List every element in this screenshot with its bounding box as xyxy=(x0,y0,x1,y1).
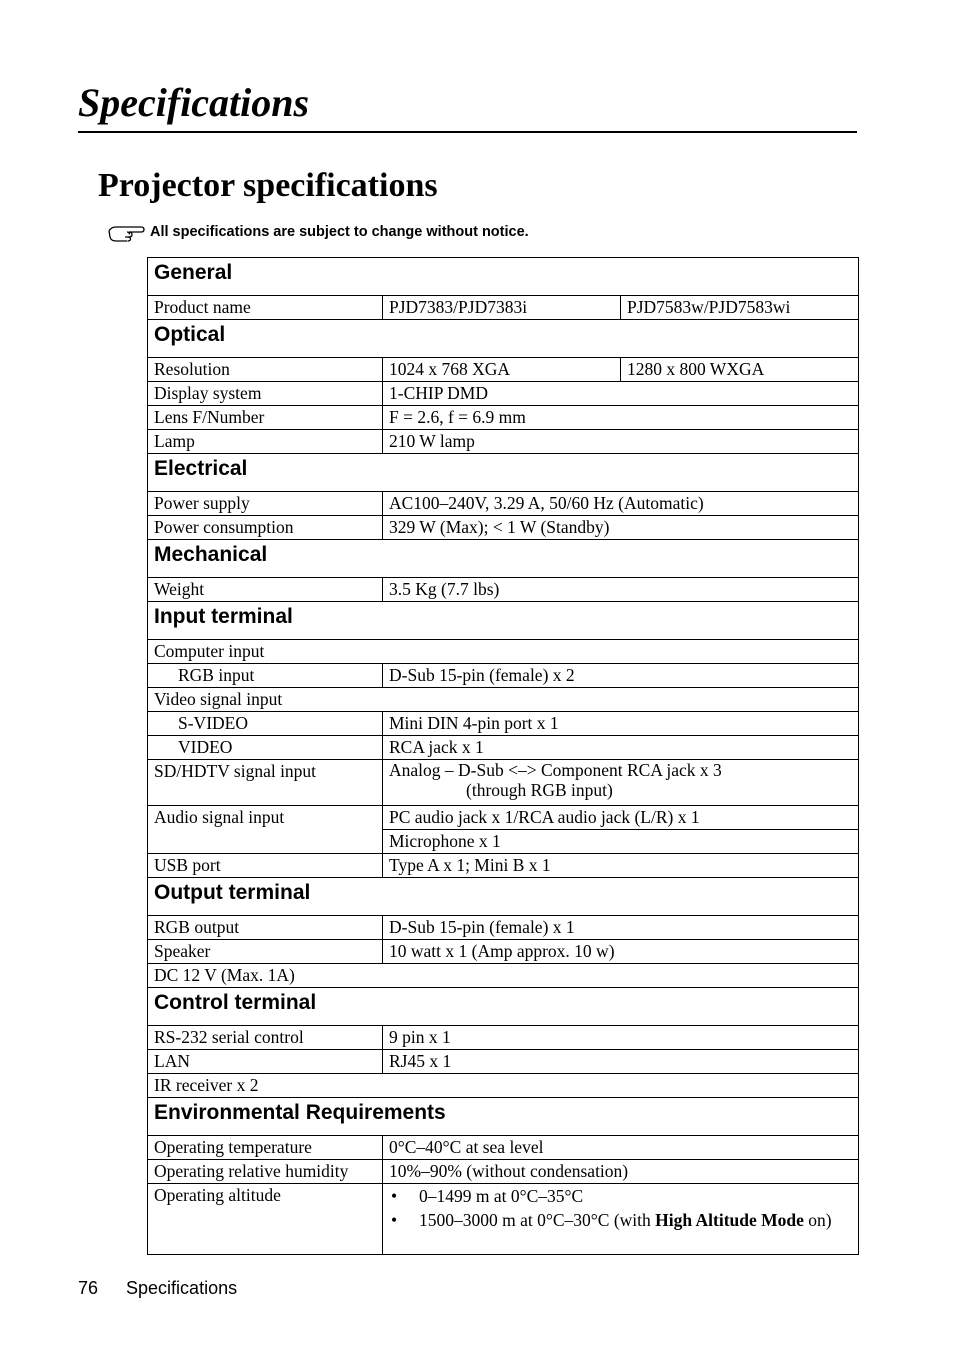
list-item xyxy=(389,1184,852,1208)
spec-value: 1024 x 768 XGA xyxy=(383,358,621,382)
spec-value: 10%–90% (without condensation) xyxy=(383,1160,859,1184)
altitude-list xyxy=(389,1184,852,1232)
spec-label: Operating altitude xyxy=(148,1184,383,1255)
section-header-electrical xyxy=(148,454,859,492)
spec-value: PC audio jack x 1/RCA audio jack (L/R) x 1 xyxy=(383,806,859,830)
spec-label: S-VIDEO xyxy=(148,712,383,736)
spec-label: RGB output xyxy=(148,916,383,940)
chapter-title: Specifications xyxy=(78,80,310,125)
section-header-text: Input terminal xyxy=(148,602,859,640)
spec-value xyxy=(383,760,859,806)
spec-value: 10 watt x 1 (Amp approx. 10 w) xyxy=(383,940,859,964)
table-row xyxy=(148,712,859,736)
list-item xyxy=(389,1208,852,1232)
note-text: All specifications are subject to change without notice. xyxy=(150,224,529,240)
spec-value: Microphone x 1 xyxy=(383,830,859,854)
spec-value: 210 W lamp xyxy=(383,430,859,454)
table-row xyxy=(148,1050,859,1074)
spec-label: Display system xyxy=(148,382,383,406)
spec-label: SD/HDTV signal input xyxy=(148,760,383,806)
spec-group-label: IR receiver x 2 xyxy=(148,1074,859,1098)
section-header-text: Electrical xyxy=(148,454,859,492)
table-row xyxy=(148,1074,859,1098)
spec-label: Lens F/Number xyxy=(148,406,383,430)
spec-value: 1280 x 800 WXGA xyxy=(621,358,859,382)
spec-value: D-Sub 15-pin (female) x 2 xyxy=(383,664,859,688)
spec-value xyxy=(383,1184,859,1255)
list-item-text: 1500–3000 m at 0°C–30°C (with xyxy=(419,1210,656,1230)
spec-label: Operating relative humidity xyxy=(148,1160,383,1184)
table-row xyxy=(148,492,859,516)
table-row xyxy=(148,640,859,664)
note xyxy=(107,220,529,244)
table-row xyxy=(148,358,859,382)
spec-value: 1-CHIP DMD xyxy=(383,382,859,406)
spec-group-label: Computer input xyxy=(148,640,859,664)
spec-label: RGB input xyxy=(148,664,383,688)
section-header-text: General xyxy=(148,258,859,296)
bullet: • xyxy=(391,1186,398,1206)
table-row xyxy=(148,964,859,988)
spec-value: 0°C–40°C at sea level xyxy=(383,1136,859,1160)
section-header-control-terminal xyxy=(148,988,859,1026)
section-header-input-terminal xyxy=(148,602,859,640)
spec-value: D-Sub 15-pin (female) x 1 xyxy=(383,916,859,940)
spec-value: F = 2.6, f = 6.9 mm xyxy=(383,406,859,430)
specifications-table xyxy=(147,257,859,1255)
table-row xyxy=(148,430,859,454)
spec-value: PJD7383/PJD7383i xyxy=(383,296,621,320)
spec-value: Type A x 1; Mini B x 1 xyxy=(383,854,859,878)
spec-label: Weight xyxy=(148,578,383,602)
spec-value-line: Analog – D-Sub <–> Component RCA jack x 3 xyxy=(389,760,722,780)
table-row xyxy=(148,1026,859,1050)
chapter-divider xyxy=(78,131,857,133)
table-row xyxy=(148,382,859,406)
spec-value: Mini DIN 4-pin port x 1 xyxy=(383,712,859,736)
page-footer xyxy=(78,1277,237,1299)
section-header-output-terminal xyxy=(148,878,859,916)
spec-label: Lamp xyxy=(148,430,383,454)
table-row xyxy=(148,664,859,688)
spec-label: LAN xyxy=(148,1050,383,1074)
section-header-text: Mechanical xyxy=(148,540,859,578)
spec-group-label: DC 12 V (Max. 1A) xyxy=(148,964,859,988)
section-header-optical xyxy=(148,320,859,358)
table-row xyxy=(148,296,859,320)
spec-label: Power consumption xyxy=(148,516,383,540)
spec-value: RCA jack x 1 xyxy=(383,736,859,760)
section-title: Projector specifications xyxy=(98,167,438,204)
footer-section-name: Specifications xyxy=(126,1278,238,1298)
table-row xyxy=(148,688,859,712)
section-header-general xyxy=(148,258,859,296)
table-row xyxy=(148,516,859,540)
spec-label: Resolution xyxy=(148,358,383,382)
spec-value: RJ45 x 1 xyxy=(383,1050,859,1074)
section-header-text: Environmental Requirements xyxy=(148,1098,859,1136)
table-row xyxy=(148,940,859,964)
table-row xyxy=(148,806,859,830)
spec-label: VIDEO xyxy=(148,736,383,760)
spec-label: Audio signal input xyxy=(148,806,383,854)
table-row xyxy=(148,1184,859,1255)
spec-value: PJD7583w/PJD7583wi xyxy=(621,296,859,320)
spec-value-line: (through RGB input) xyxy=(466,780,613,800)
page-number: 76 xyxy=(78,1278,99,1298)
spec-label: RS-232 serial control xyxy=(148,1026,383,1050)
list-item-text: 0–1499 m at 0°C–35°C xyxy=(419,1186,584,1206)
table-row xyxy=(148,578,859,602)
table-row xyxy=(148,406,859,430)
table-row xyxy=(148,1136,859,1160)
spec-label: Product name xyxy=(148,296,383,320)
high-altitude-mode-label: High Altitude Mode xyxy=(655,1210,804,1230)
section-header-text: Optical xyxy=(148,320,859,358)
spec-group-label: Video signal input xyxy=(148,688,859,712)
spec-value: 3.5 Kg (7.7 lbs) xyxy=(383,578,859,602)
pointing-hand-icon xyxy=(107,221,147,243)
section-header-mechanical xyxy=(148,540,859,578)
table-row xyxy=(148,760,859,806)
list-item-text: on) xyxy=(803,1210,832,1230)
table-row xyxy=(148,854,859,878)
spec-value: AC100–240V, 3.29 A, 50/60 Hz (Automatic) xyxy=(383,492,859,516)
table-row xyxy=(148,1160,859,1184)
section-header-text: Control terminal xyxy=(148,988,859,1026)
spec-value: 329 W (Max); < 1 W (Standby) xyxy=(383,516,859,540)
spec-label: Operating temperature xyxy=(148,1136,383,1160)
spec-label: USB port xyxy=(148,854,383,878)
spec-label: Power supply xyxy=(148,492,383,516)
table-row xyxy=(148,736,859,760)
spec-label: Speaker xyxy=(148,940,383,964)
table-row xyxy=(148,916,859,940)
section-header-text: Output terminal xyxy=(148,878,859,916)
spec-value: 9 pin x 1 xyxy=(383,1026,859,1050)
section-header-environmental xyxy=(148,1098,859,1136)
bullet: • xyxy=(391,1210,398,1230)
